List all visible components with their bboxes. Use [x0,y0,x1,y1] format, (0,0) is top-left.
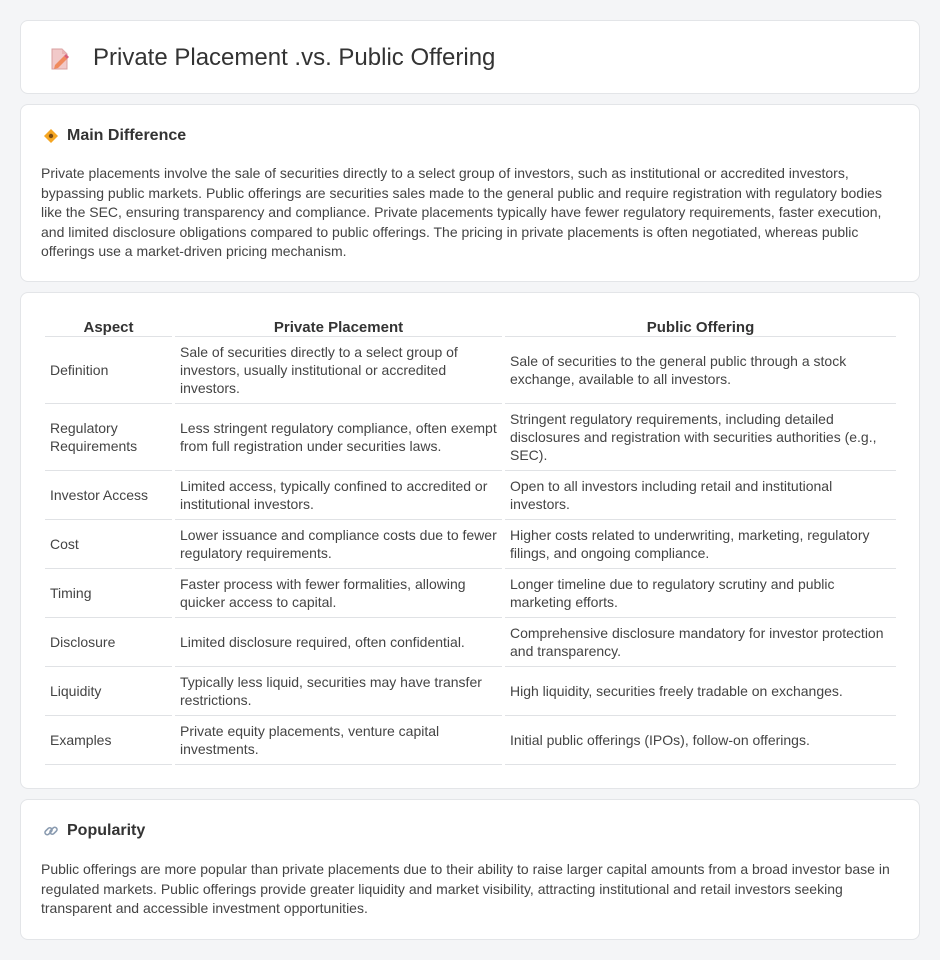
cell-public: High liquidity, securities freely tradable on exchanges. [505,667,896,716]
cell-public: Longer timeline due to regulatory scrutiny and public marketing efforts. [505,569,896,618]
page-title: Private Placement .vs. Public Offering [93,44,496,71]
table-header-row [45,315,896,337]
header-private-placement: Private Placement [175,315,502,337]
link-icon [43,823,59,839]
cell-private: Private equity placements, venture capital investments. [175,716,502,765]
cell-private: Typically less liquid, securities may have transfer restrictions. [175,667,502,716]
comparison-table [42,315,899,765]
main-difference-title: Main Difference [67,127,187,144]
table-row [45,667,896,716]
cell-public: Open to all investors including retail and institutional investors. [505,471,896,520]
popularity-card [20,799,920,940]
cell-public: Higher costs related to underwriting, marketing, regulatory filings, and ongoing compliance. [505,520,896,569]
cell-private: Less stringent regulatory compliance, often exempt from full registration under securities laws. [175,404,502,471]
cell-private: Limited disclosure required, often confidential. [175,618,502,667]
main-difference-heading [43,127,186,145]
cell-private: Lower issuance and compliance costs due to fewer regulatory requirements. [175,520,502,569]
title-card [20,20,920,94]
table-row [45,716,896,765]
cell-public: Sale of securities to the general public through a stock exchange, available to all investors. [505,337,896,404]
table-row [45,337,896,404]
cell-aspect: Disclosure [45,618,172,667]
cell-private: Limited access, typically confined to accredited or institutional investors. [175,471,502,520]
table-row [45,618,896,667]
cell-aspect: Investor Access [45,471,172,520]
header-aspect: Aspect [45,315,172,337]
cell-public: Comprehensive disclosure mandatory for investor protection and transparency. [505,618,896,667]
table-row [45,404,896,471]
cell-aspect: Liquidity [45,667,172,716]
diamond-icon [43,128,59,144]
cell-aspect: Cost [45,520,172,569]
header-public-offering: Public Offering [505,315,896,337]
popularity-heading [43,822,145,840]
cell-aspect: Definition [45,337,172,404]
cell-public: Initial public offerings (IPOs), follow-on offerings. [505,716,896,765]
popularity-title: Popularity [67,822,146,839]
cell-public: Stringent regulatory requirements, including detailed disclosures and registration with securities authorities (e.g., SEC). [505,404,896,471]
cell-aspect: Examples [45,716,172,765]
table-row [45,569,896,618]
main-difference-card [20,104,920,282]
table-row [45,520,896,569]
cell-private: Faster process with fewer formalities, allowing quicker access to capital. [175,569,502,618]
cell-aspect: Timing [45,569,172,618]
table-row [45,471,896,520]
main-difference-text: Private placements involve the sale of securities directly to a select group of investors, such as institutional or accredited investors, bypassing public markets. Public offerings are securities sales made to the general public and require registration with regulatory bodies like the SEC, ensuring transparency and compliance. Private placements typically have fewer regulatory requirements, faster execution, and limited disclosure obligations compared to public offerings. The pricing in private placements is often negotiated, whereas public offerings use a market-driven pricing mechanism. [41,165,882,259]
document-edit-icon [49,47,71,71]
cell-private: Sale of securities directly to a select group of investors, usually institutional or accredited investors. [175,337,502,404]
comparison-card [20,292,920,789]
popularity-text: Public offerings are more popular than private placements due to their ability to raise larger capital amounts from a broad investor base in regulated markets. Public offerings provide greater liquidity and market visibility, attracting institutional and retail investors seeking transparent and accessible investment opportunities. [41,861,890,916]
cell-aspect: Regulatory Requirements [45,404,172,471]
